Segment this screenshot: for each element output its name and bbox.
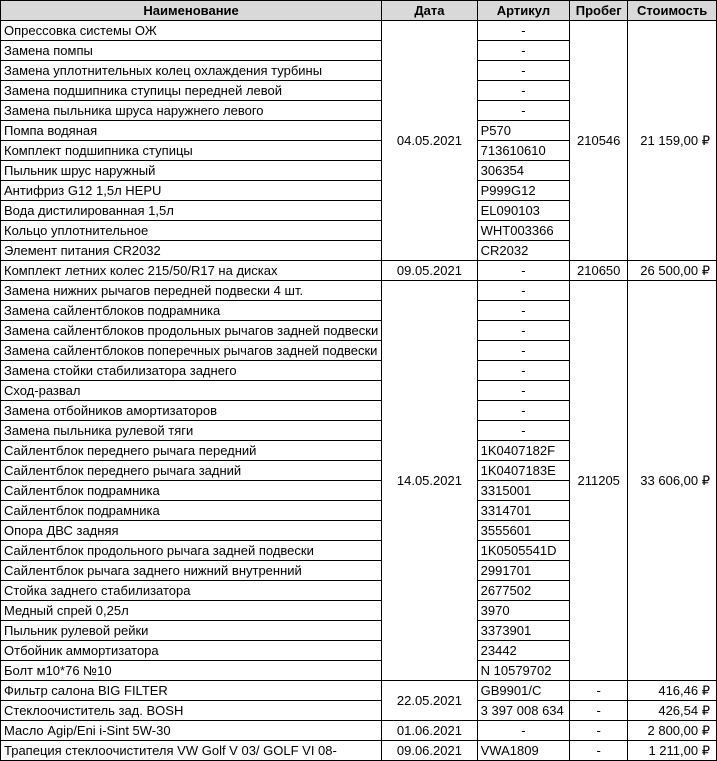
cell-article[interactable]: 1K0407183E [477,461,570,481]
cell-article[interactable]: WHT003366 [477,221,570,241]
header-article[interactable]: Артикул [477,1,570,21]
cell-mileage[interactable]: 210546 [570,21,628,261]
cell-article[interactable]: 713610610 [477,141,570,161]
cell-article[interactable]: - [477,341,570,361]
cell-article[interactable]: - [477,401,570,421]
cell-date[interactable]: 22.05.2021 [382,681,477,721]
cell-article[interactable]: - [477,81,570,101]
cell-name[interactable]: Кольцо уплотнительное [1,221,382,241]
cell-name[interactable]: Болт м10*76 №10 [1,661,382,681]
cell-name[interactable]: Вода дистилированная 1,5л [1,201,382,221]
cell-article[interactable]: 23442 [477,641,570,661]
cell-date[interactable]: 09.06.2021 [382,741,477,761]
cell-article[interactable]: - [477,101,570,121]
cell-name[interactable]: Замена нижних рычагов передней подвески 4 шт. [1,281,382,301]
cell-article[interactable]: 3970 [477,601,570,621]
cell-name[interactable]: Замена помпы [1,41,382,61]
table-row [1,281,717,301]
cell-article[interactable]: VWA1809 [477,741,570,761]
cell-name[interactable]: Сайлентблок подрамника [1,481,382,501]
cell-mileage[interactable]: 211205 [570,281,628,681]
cell-name[interactable]: Фильтр салона BIG FILTER [1,681,382,701]
cell-name[interactable]: Сайлентблок рычага заднего нижний внутренний [1,561,382,581]
header-date[interactable]: Дата [382,1,477,21]
cell-cost[interactable]: 426,54 ₽ [628,701,717,721]
header-mileage[interactable]: Пробег [570,1,628,21]
cell-cost[interactable]: 1 211,00 ₽ [628,741,717,761]
cell-name[interactable]: Замена сайлентблоков поперечных рычагов задней подвески [1,341,382,361]
cell-article[interactable]: CR2032 [477,241,570,261]
cell-article[interactable]: 3373901 [477,621,570,641]
cell-name[interactable]: Медный спрей 0,25л [1,601,382,621]
cell-article[interactable]: P999G12 [477,181,570,201]
cell-article[interactable]: - [477,261,570,281]
cell-mileage[interactable]: - [570,741,628,761]
cell-cost[interactable]: 416,46 ₽ [628,681,717,701]
cell-name[interactable]: Стойка заднего стабилизатора [1,581,382,601]
cell-date[interactable]: 04.05.2021 [382,21,477,261]
cell-name[interactable]: Стеклоочиститель зад. BOSH [1,701,382,721]
table-row [1,741,717,761]
table-row [1,701,717,721]
cell-article[interactable]: - [477,61,570,81]
table-row [1,21,717,41]
cell-cost[interactable]: 21 159,00 ₽ [628,21,717,261]
cell-article[interactable]: P570 [477,121,570,141]
cell-article[interactable]: 306354 [477,161,570,181]
cell-date[interactable]: 14.05.2021 [382,281,477,681]
header-name[interactable]: Наименование [1,1,382,21]
cell-name[interactable]: Пыльник шрус наружный [1,161,382,181]
cell-cost[interactable]: 26 500,00 ₽ [628,261,717,281]
cell-name[interactable]: Элемент питания CR2032 [1,241,382,261]
cell-name[interactable]: Сайлентблок продольного рычага задней подвески [1,541,382,561]
cell-name[interactable]: Опрессовка системы ОЖ [1,21,382,41]
cell-name[interactable]: Отбойник аммортизатора [1,641,382,661]
cell-mileage[interactable]: 210650 [570,261,628,281]
cell-name[interactable]: Сход-развал [1,381,382,401]
cell-date[interactable]: 01.06.2021 [382,721,477,741]
header-cost[interactable]: Стоимость [628,1,717,21]
cell-name[interactable]: Масло Agip/Eni i-Sint 5W-30 [1,721,382,741]
cell-article[interactable]: 1K0407182F [477,441,570,461]
cell-name[interactable]: Замена уплотнительных колец охлаждения турбины [1,61,382,81]
cell-article[interactable]: EL090103 [477,201,570,221]
cell-article[interactable]: - [477,381,570,401]
cell-name[interactable]: Замена пыльника шруса наружнего левого [1,101,382,121]
cell-article[interactable]: - [477,361,570,381]
cell-article[interactable]: 2991701 [477,561,570,581]
cell-article[interactable]: 3 397 008 634 [477,701,570,721]
cell-article[interactable]: - [477,21,570,41]
cell-article[interactable]: - [477,301,570,321]
header-row [1,1,717,21]
cell-name[interactable]: Антифриз G12 1,5л HEPU [1,181,382,201]
cell-date[interactable]: 09.05.2021 [382,261,477,281]
cell-article[interactable]: 3314701 [477,501,570,521]
cell-name[interactable]: Замена сайлентблоков продольных рычагов задней подвески [1,321,382,341]
cell-name[interactable]: Замена стойки стабилизатора заднего [1,361,382,381]
cell-article[interactable]: - [477,321,570,341]
cell-mileage[interactable]: - [570,701,628,721]
cell-mileage[interactable]: - [570,721,628,741]
cell-article[interactable]: 3315001 [477,481,570,501]
cell-article[interactable]: 2677502 [477,581,570,601]
cell-article[interactable]: 1K0505541D [477,541,570,561]
cell-article[interactable]: 3555601 [477,521,570,541]
cell-mileage[interactable]: - [570,681,628,701]
cell-name[interactable]: Трапеция стеклоочистителя VW Golf V 03/ GOLF VI 08- [1,741,382,761]
cell-article[interactable]: - [477,421,570,441]
table-body [1,21,717,761]
cell-name[interactable]: Сайлентблок подрамника [1,501,382,521]
cell-name[interactable]: Опора ДВС задняя [1,521,382,541]
cell-article[interactable]: N 10579702 [477,661,570,681]
table-row [1,681,717,701]
table-row [1,261,717,281]
cell-name[interactable]: Комплект подшипника ступицы [1,141,382,161]
cell-article[interactable]: - [477,281,570,301]
cell-article[interactable]: - [477,41,570,61]
cell-name[interactable]: Комплект летних колес 215/50/R17 на дисках [1,261,382,281]
cell-cost[interactable]: 33 606,00 ₽ [628,281,717,681]
cell-name[interactable]: Замена отбойников амортизаторов [1,401,382,421]
cell-name[interactable]: Замена сайлентблоков подрамника [1,301,382,321]
cell-name[interactable]: Замена пыльника рулевой тяги [1,421,382,441]
cell-cost[interactable]: 2 800,00 ₽ [628,721,717,741]
cell-name[interactable]: Замена подшипника ступицы передней левой [1,81,382,101]
cell-article[interactable]: GB9901/C [477,681,570,701]
cell-name[interactable]: Сайлентблок переднего рычага передний [1,441,382,461]
cell-name[interactable]: Помпа водяная [1,121,382,141]
cell-article[interactable]: - [477,721,570,741]
cell-name[interactable]: Пыльник рулевой рейки [1,621,382,641]
table-row [1,721,717,741]
cell-name[interactable]: Сайлентблок переднего рычага задний [1,461,382,481]
